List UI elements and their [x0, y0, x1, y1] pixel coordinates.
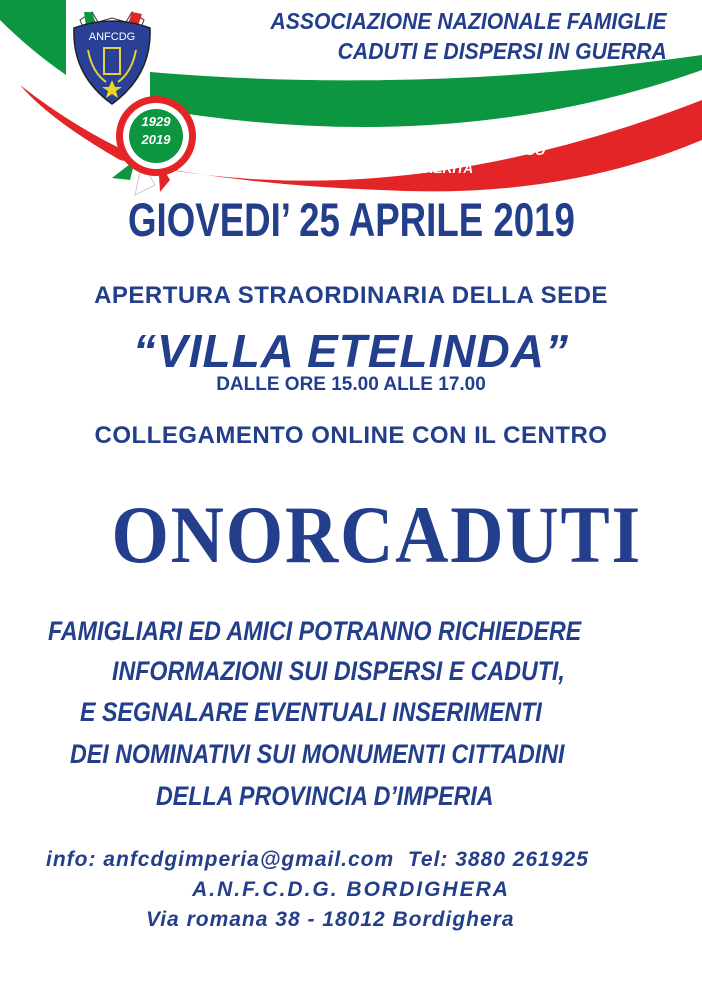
description-line: INFORMAZIONI SUI DISPERSI E CADUTI,: [112, 656, 565, 686]
contact-info: info: anfcdgimperia@gmail.com Tel: 3880 261925: [46, 848, 589, 871]
opening-hours: DALLE ORE 15.00 ALLE 17.00: [216, 374, 486, 395]
org-name-line2: CADUTI E DISPERSI IN GUERRA: [337, 38, 667, 64]
rosette-years: [130, 113, 182, 149]
contact-org: A.N.F.C.D.G. BORDIGHERA: [192, 878, 510, 901]
green-ribbon: [150, 55, 702, 127]
onorcaduti-title: ONORCADUTI: [111, 489, 643, 580]
venue-name: “VILLA ETELINDA”: [133, 325, 569, 377]
anniversary-line1: 90° ANNIVERSARIO DELLA CASA DI RIPOSO: [254, 143, 546, 158]
contact-address: Via romana 38 - 18012 Bordighera: [146, 908, 515, 931]
opening-text: APERTURA STRAORDINARIA DELLA SEDE: [94, 282, 608, 309]
svg-text:ANFCDG: ANFCDG: [88, 31, 136, 43]
description-line: FAMIGLIARI ED AMICI POTRANNO RICHIEDERE: [48, 616, 582, 646]
description-line: DEI NOMINATIVI SUI MONUMENTI CITTADINI: [70, 739, 565, 769]
description-line: E SEGNALARE EVENTUALI INSERIMENTI: [80, 697, 542, 727]
org-name-line1: ASSOCIAZIONE NAZIONALE FAMIGLIE: [270, 8, 667, 34]
anfcdg-logo: [74, 12, 150, 104]
anniversary-line2: REGINA MARGHERITA: [326, 161, 474, 176]
description-line: DELLA PROVINCIA D’IMPERIA: [156, 781, 494, 811]
event-date: GIOVEDI’ 25 APRILE 2019: [127, 193, 575, 246]
rosette-year-end: 2019: [141, 132, 171, 147]
rosette-year-start: 1929: [141, 114, 171, 129]
connection-text: COLLEGAMENTO ONLINE CON IL CENTRO: [94, 422, 608, 449]
green-ribbon-left: [0, 0, 66, 75]
